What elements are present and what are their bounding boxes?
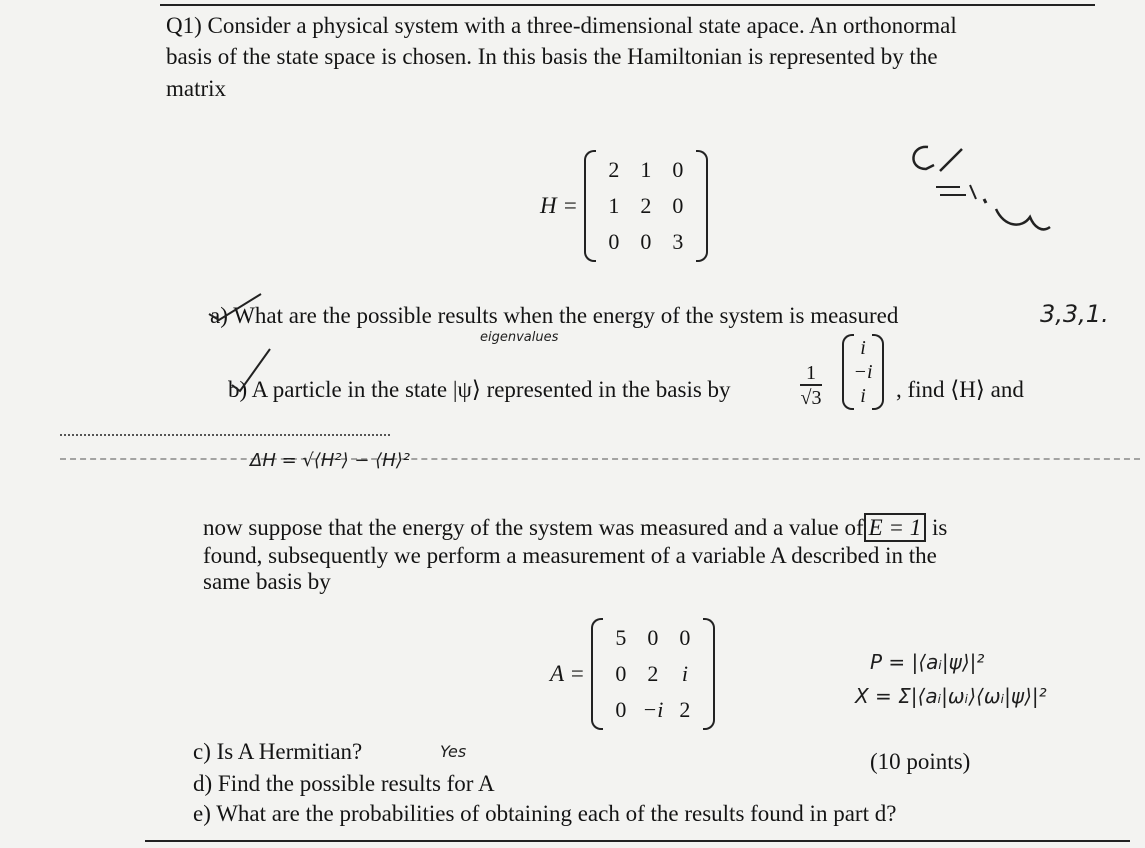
vector-row (852, 360, 874, 384)
part-b-label: b) (228, 377, 248, 402)
hamiltonian-matrix (540, 150, 708, 262)
matrix-cell: 2 (608, 157, 620, 182)
matrix-row (598, 224, 694, 260)
part-c-text: Is A Hermitian? (216, 739, 363, 764)
dotted-line (60, 458, 1140, 460)
paragraph-line1-after: is (931, 515, 948, 540)
matrix-cell: 0 (615, 661, 627, 686)
part-c (193, 738, 362, 766)
question-intro-line3: matrix (166, 76, 227, 101)
bottom-rule (145, 840, 1130, 842)
state-vector (842, 334, 884, 410)
matrix-cell: 0 (640, 229, 652, 254)
part-e-text: What are the probabilities of obtaining each of the results found in part d? (216, 801, 897, 826)
hamiltonian-label: H = (540, 193, 578, 218)
question-intro-line2: basis of the state space is chosen. In this basis the Hamiltonian is represented by the (166, 44, 938, 69)
dotted-line (60, 434, 390, 436)
part-a (210, 302, 898, 330)
matrix-row (605, 620, 701, 656)
part-d-text: Find the possible results for A (217, 771, 495, 796)
question-intro-line1: Q1) Consider a physical system with a three-dimensional state apace. An orthonormal (166, 13, 957, 38)
vector-row (852, 336, 874, 360)
operator-a-matrix-body (591, 618, 715, 730)
vector-row (852, 384, 874, 408)
matrix-cell: 1 (640, 157, 652, 182)
matrix-row (605, 692, 701, 728)
matrix-cell: 2 (647, 661, 659, 686)
part-a-label: a) (210, 303, 228, 328)
part-c-handwritten-answer: Yes (440, 742, 467, 761)
matrix-cell: 0 (672, 157, 684, 182)
matrix-cell: i (681, 661, 688, 686)
top-rule (160, 4, 1095, 6)
state-vector-body (842, 334, 884, 410)
part-b-text: A particle in the state |ψ⟩ represented in the basis by (251, 377, 731, 402)
handwritten-sum-formula: X = Σ|⟨aᵢ|ωᵢ⟩⟨ωᵢ|ψ⟩|² (855, 684, 1047, 708)
check-mark-icon (205, 292, 265, 322)
matrix-cell: 0 (608, 229, 620, 254)
normalization-fraction (800, 362, 822, 410)
part-d (193, 770, 495, 798)
check-mark-icon (228, 345, 278, 395)
paragraph-line1 (203, 514, 947, 542)
energy-boxed-value: E = 1 (864, 513, 927, 542)
part-b-text-after: , find ⟨H⟩ and (896, 377, 1024, 402)
handwritten-scribble (900, 135, 1060, 245)
paragraph-line1-text: now suppose that the energy of the system was measured and a value of (203, 515, 864, 540)
part-b-text-before (228, 376, 731, 404)
matrix-cell: 0 (672, 193, 684, 218)
part-d-label: d) (193, 771, 213, 796)
matrix-cell: 2 (679, 697, 691, 722)
matrix-cell: 5 (615, 625, 627, 650)
matrix-cell: 0 (647, 625, 659, 650)
fraction-denominator: √3 (800, 387, 822, 409)
part-b-handwritten-line: ΔH = √⟨H²⟩ − ⟨H⟩² (250, 450, 410, 471)
part-a-handwritten-note: eigenvalues (480, 330, 559, 345)
vector-cell: −i (853, 361, 873, 383)
vector-cell: i (860, 385, 866, 407)
hamiltonian-matrix-body (584, 150, 708, 262)
fraction-numerator: 1 (800, 362, 822, 386)
matrix-row (598, 152, 694, 188)
matrix-row (605, 656, 701, 692)
matrix-cell: 3 (672, 229, 684, 254)
part-e-label: e) (193, 801, 211, 826)
matrix-cell: 0 (615, 697, 627, 722)
points-label: (10 points) (870, 749, 971, 774)
part-a-handwritten-answer: 3,3,1. (1040, 300, 1109, 328)
matrix-row (598, 188, 694, 224)
part-e (193, 800, 896, 828)
vector-cell: i (860, 337, 866, 359)
paragraph-line3: same basis by (203, 569, 331, 594)
matrix-cell: −i (642, 697, 664, 722)
part-c-label: c) (193, 739, 211, 764)
matrix-cell: 1 (608, 193, 620, 218)
operator-a-label: A = (550, 661, 585, 686)
matrix-cell: 2 (640, 193, 652, 218)
operator-a-matrix (550, 618, 715, 730)
matrix-cell: 0 (679, 625, 691, 650)
paragraph-line2: found, subsequently we perform a measurement of a variable A described in the (203, 543, 937, 568)
part-a-text: What are the possible results when the energy of the system is measured (233, 303, 899, 328)
handwritten-probability-formula: P = |⟨aᵢ|ψ⟩|² (870, 650, 985, 674)
